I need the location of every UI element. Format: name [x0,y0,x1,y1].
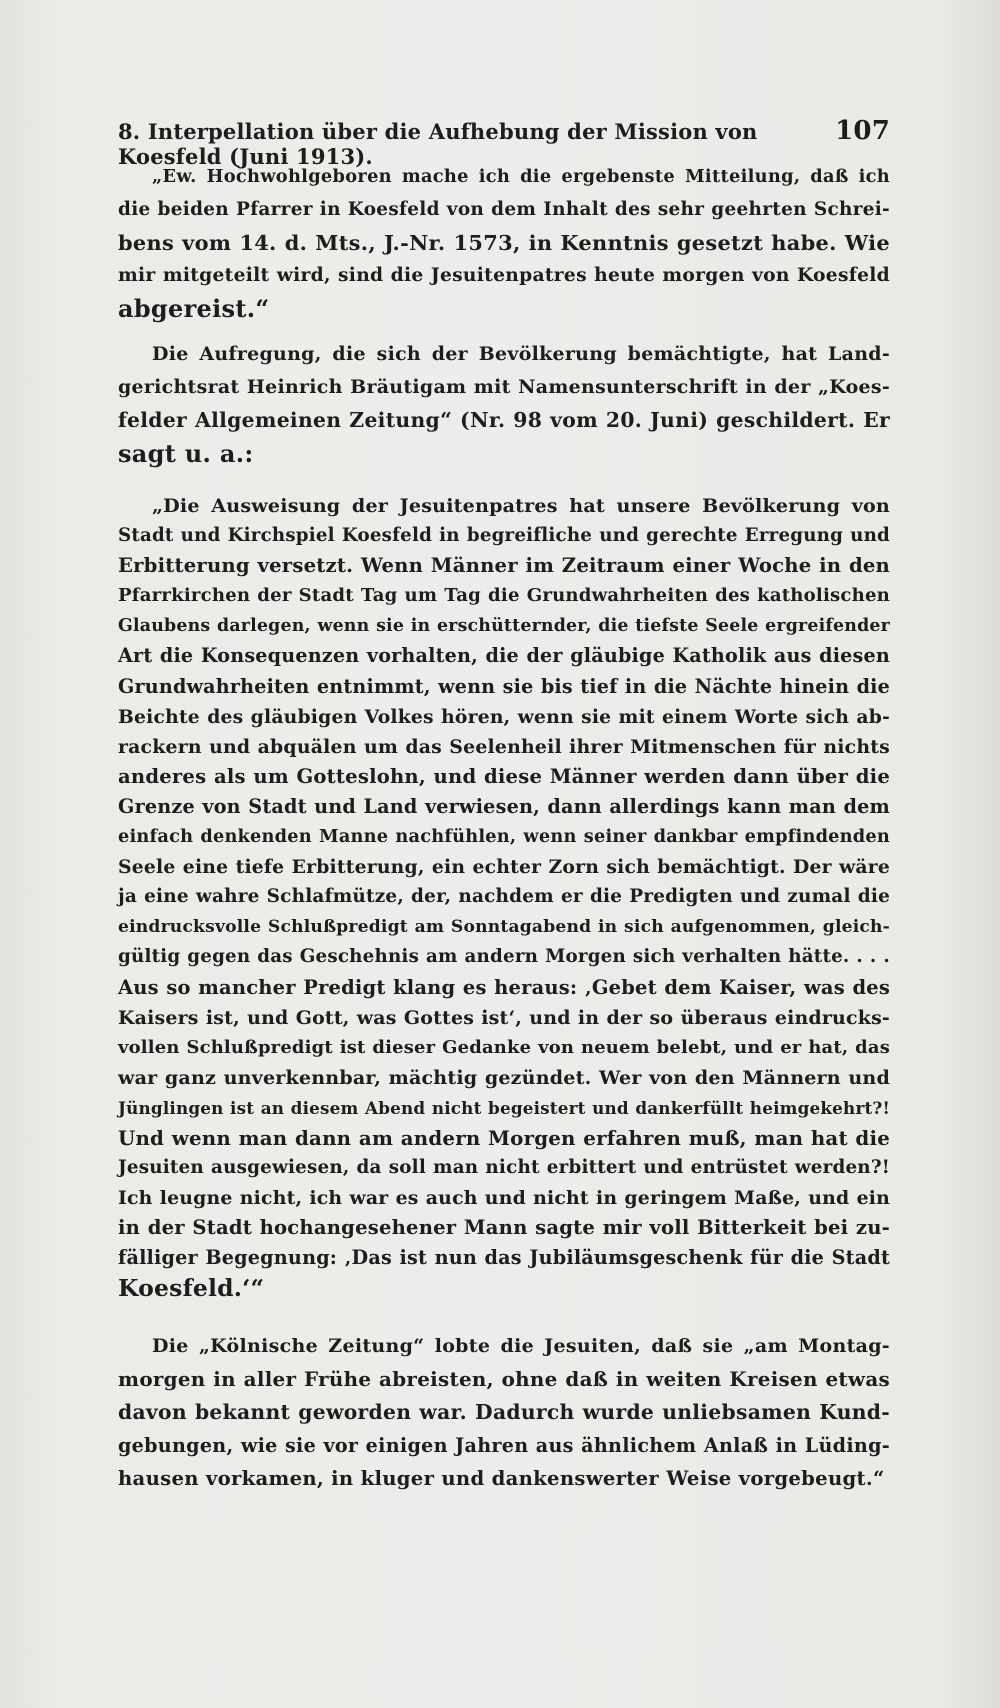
text-line: Beichte des gläubigen Volkes hören, wenn sie mit einem Worte sich ab- [118,705,890,728]
text-line: Seele eine tiefe Erbitterung, ein echter Zorn sich bemächtigt. Der wäre [118,856,890,879]
text-line: ja eine wahre Schlafmütze, der, nachdem er die Predigten und zumal die [118,886,890,908]
text-line: rackern und abquälen um das Seelenheil ihrer Mitmenschen für nichts [118,735,890,758]
page-number: 107 [835,116,890,146]
paragraph-koelnische-zeitung [118,1330,890,1495]
text-line: Glaubens darlegen, wenn sie in erschütternder, die tiefste Seele ergreifender [118,616,890,637]
text-line: Die „Kölnische Zeitung“ lobte die Jesuiten, daß sie „am Montag- [152,1335,890,1357]
paragraph-narrative [118,338,890,470]
text-line: Pfarrkirchen der Stadt Tag um Tag die Grundwahrheiten des katholischen [118,585,890,607]
text-line: hausen vorkamen, in kluger und dankenswerter Weise vorgebeugt.“ [118,1467,885,1490]
text-line: Stadt und Kirchspiel Koesfeld in begreifliche und gerechte Erregung und [118,525,890,547]
text-line: gerichtsrat Heinrich Bräutigam mit Namensunterschrift in der „Koes- [118,376,890,398]
text-line: vollen Schlußpredigt ist dieser Gedanke von neuem belebt, und er hat, das [118,1036,890,1058]
text-line: Und wenn man dann am andern Morgen erfahren muß, man hat die [118,1125,890,1150]
text-line: gültig gegen das Geschehnis am andern Morgen sich verhalten hätte. . . . [118,946,890,968]
text-line: eindrucksvolle Schlußpredigt am Sonntagabend in sich aufgenommen, gleich- [118,917,890,938]
paragraph-letter-quote [118,160,890,325]
text-line: felder Allgemeinen Zeitung“ (Nr. 98 vom 20. Juni) geschildert. Er [118,408,890,432]
text-line: fälliger Begegnung: ‚Das ist nun das Jubiläumsgeschenk für die Stadt [118,1246,890,1270]
text-line: Grundwahrheiten entnimmt, wenn sie bis tief in die Nächte hinein die [118,674,890,698]
text-line: anderes als um Gotteslohn, und diese Männer werden dann über die [118,764,890,788]
text-line: Koesfeld.‘“ [118,1274,265,1303]
text-line: Jünglingen ist an diesem Abend nicht begeistert und dankerfüllt heimgekehrt?! [118,1097,890,1118]
text-line: Aus so mancher Predigt klang es heraus: ‚Gebet dem Kaiser, was des [118,975,890,999]
text-line: gebungen, wie sie vor einigen Jahren aus ähnlichem Anlaß in Lüding- [118,1434,890,1457]
text-line: die beiden Pfarrer in Koesfeld von dem Inhalt des sehr geehrten Schrei- [118,199,890,220]
text-line: mir mitgeteilt wird, sind die Jesuitenpatres heute morgen von Koesfeld [118,264,890,286]
text-line: sagt u. a.: [118,439,254,468]
running-header-title: 8. Interpellation über die Aufhebung der Mission von Koesfeld (Juni 1913). [118,119,758,169]
text-line: Die Aufregung, die sich der Bevölkerung bemächtigte, hat Land- [152,343,890,365]
text-line: bens vom 14. d. Mts., J.-Nr. 1573, in Kenntnis gesetzt habe. Wie [118,230,890,255]
text-line: war ganz unverkennbar, mächtig gezündet. Wer von den Männern und [118,1066,890,1089]
text-line: Grenze von Stadt und Land verwiesen, dann allerdings kann man dem [118,794,890,818]
text-line: Kaisers ist, und Gott, was Gottes ist‘, und in der so überaus eindrucks- [118,1006,890,1029]
text-line: in der Stadt hochangesehener Mann sagte mir voll Bitterkeit bei zu- [118,1216,890,1240]
text-line: davon bekannt geworden war. Dadurch wurde unliebsamen Kund- [118,1400,890,1424]
text-line: „Die Ausweisung der Jesuitenpatres hat unsere Bevölkerung von [152,494,890,517]
text-line: einfach denkenden Manne nachfühlen, wenn seiner dankbar empfindenden [118,826,890,848]
text-line: Ich leugne nicht, ich war es auch und nicht in geringem Maße, und ein [118,1187,890,1210]
text-line: Erbitterung versetzt. Wenn Männer im Zeitraum einer Woche in den [118,554,890,578]
text-line: abgereist.“ [118,294,270,323]
paragraph-long-quote [118,491,890,1304]
text-line: „Ew. Hochwohlgeboren mache ich die ergebenste Mitteilung, daß ich [152,166,890,187]
text-line: Jesuiten ausgewiesen, da soll man nicht erbittert und entrüstet werden?! [118,1157,890,1179]
text-line: morgen in aller Frühe abreisten, ohne daß in weiten Kreisen etwas [118,1367,890,1391]
text-line: Art die Konsequenzen vorhalten, die der gläubige Katholik aus diesen [118,644,890,668]
